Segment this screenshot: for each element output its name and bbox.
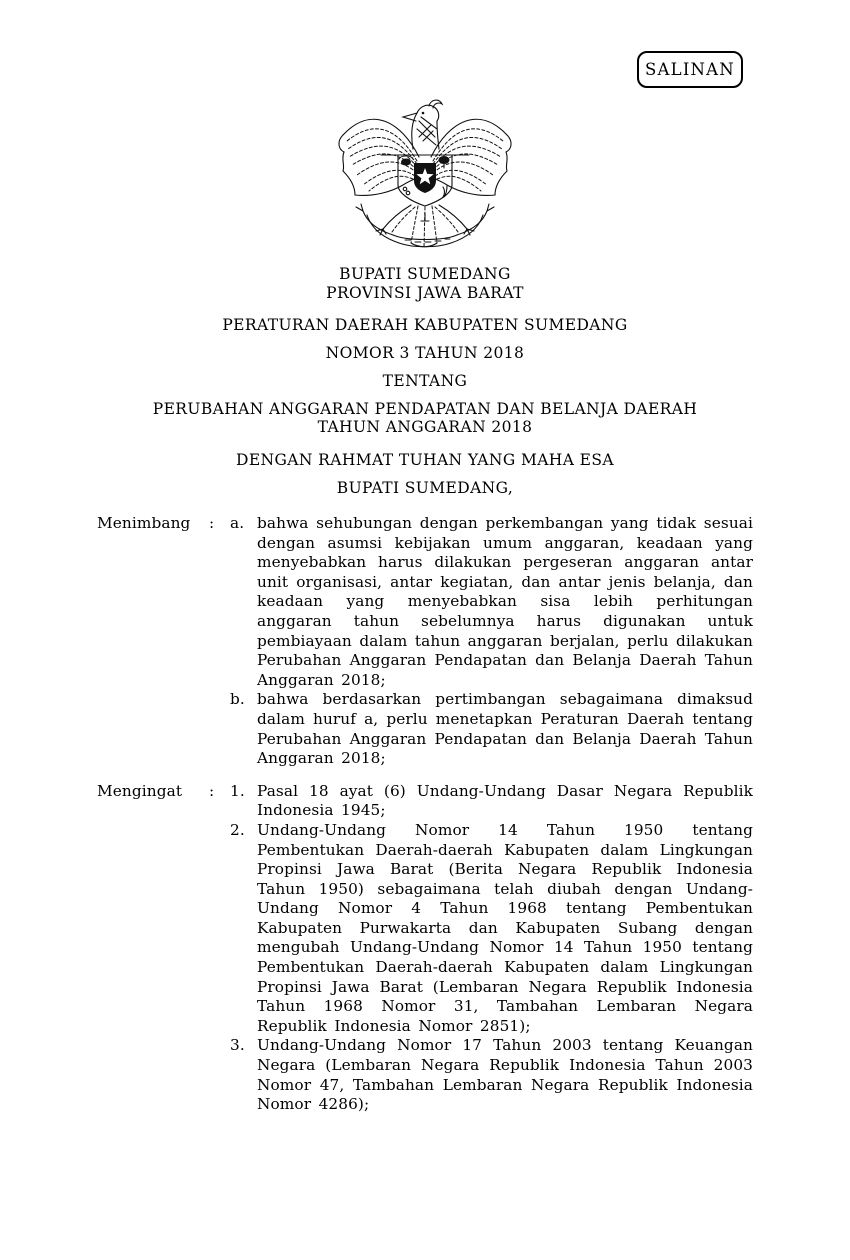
clause-text: bahwa sehubungan dengan perkembangan yang tidak sesuai dengan asumsi kebijakan umum anggaran, keadaan yang menyebabkan harus dilakukan pergeseran anggaran antar unit organisasi, antar kegiatan, dan antar jenis belanja, dan keadaan yang menyebabkan sisa lebih perhitungan anggaran tahun sebelumnya harus digunakan untuk pembiayaan dalam tahun anggaran berjalan, perlu dilakukan Perubahan Anggaran Pendapatan dan Belanja Daerah Tahun Anggaran 2018; (257, 514, 753, 689)
regulation-subject: PERUBAHAN ANGGARAN PENDAPATAN DAN BELANJA DAERAH TAHUN ANGGARAN 2018 (152, 400, 698, 436)
clause-text: bahwa berdasarkan pertimbangan sebagaimana dimaksud dalam huruf a, perlu menetapkan Peraturan Daerah tentang Perubahan Anggaran Pendapatan dan Belanja Daerah Tahun Anggaran 2018; (257, 690, 753, 768)
section-label: Menimbang (97, 514, 191, 532)
section-menimbang (97, 514, 753, 769)
clause-item (230, 690, 753, 768)
section-colon: : (209, 514, 215, 532)
salinan-stamp (637, 51, 743, 88)
section-mengingat (97, 782, 753, 1115)
clause-item (230, 514, 753, 690)
clause-marker: b. (230, 690, 245, 709)
enacting-official: BUPATI SUMEDANG, (336, 479, 514, 497)
section-items (230, 782, 753, 1115)
clause-item (230, 782, 753, 821)
salinan-stamp-label: SALINAN (645, 60, 735, 79)
province-title: PROVINSI JAWA BARAT (326, 284, 524, 302)
garuda-pancasila-emblem (335, 97, 515, 253)
document-heading (0, 265, 850, 498)
clause-text: Undang-Undang Nomor 14 Tahun 1950 tentang Pembentukan Daerah-daerah Kabupaten dalam Lingkungan Propinsi Jawa Barat (Berita Negara Republik Indonesia Tahun 1950) sebagaimana telah diubah dengan Undang-Undang Nomor 4 Tahun 1968 tentang Pembentukan Kabupaten Purwakarta dan Kabupaten Subang dengan mengubah Undang-Undang Nomor 14 Tahun 1950 tentang Pembentukan Daerah-daerah Kabupaten dalam Lingkungan Propinsi Jawa Barat (Lembaran Negara Republik Indonesia Tahun 1968 Nomor 31, Tambahan Lembaran Negara Republik Indonesia Nomor 2851); (257, 820, 753, 1035)
section-label: Mengingat (97, 781, 183, 800)
clause-item (230, 821, 753, 1037)
invocation-line: DENGAN RAHMAT TUHAN YANG MAHA ESA (236, 451, 614, 469)
authority-title: BUPATI SUMEDANG (339, 265, 511, 283)
section-items (230, 514, 753, 769)
about-label: TENTANG (382, 372, 468, 390)
clause-item (230, 1036, 753, 1114)
regulation-title: PERATURAN DAERAH KABUPATEN SUMEDANG (222, 316, 628, 334)
regulation-number: NOMOR 3 TAHUN 2018 (325, 344, 525, 362)
clause-marker: 2. (230, 820, 245, 839)
section-colon: : (209, 781, 215, 800)
clause-marker: 1. (230, 781, 245, 800)
document-body (97, 514, 753, 1115)
clause-marker: 3. (230, 1036, 245, 1055)
clause-text: Pasal 18 ayat (6) Undang-Undang Dasar Negara Republik Indonesia 1945; (257, 781, 753, 820)
clause-marker: a. (230, 514, 245, 532)
clause-text: Undang-Undang Nomor 17 Tahun 2003 tentang Keuangan Negara (Lembaran Negara Republik Indonesia Tahun 2003 Nomor 47, Tambahan Lembaran Negara Republik Indonesia Nomor 4286); (257, 1036, 753, 1114)
